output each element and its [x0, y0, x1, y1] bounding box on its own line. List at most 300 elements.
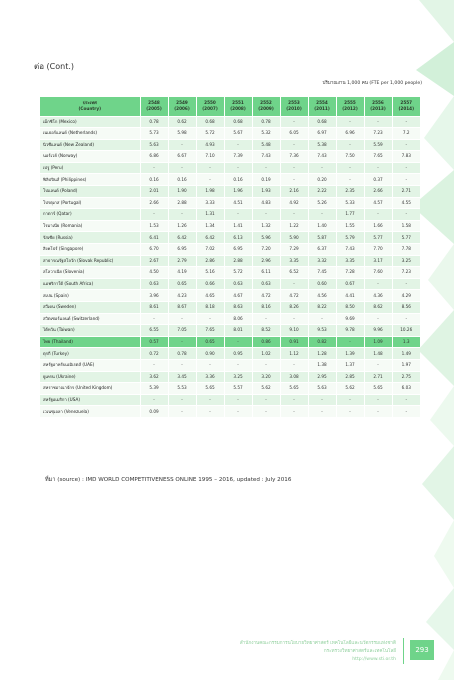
value-cell: 4.93: [196, 139, 224, 151]
value-cell: 5.65: [196, 383, 224, 395]
country-cell: นิวซีแลนด์ (New Zealand): [40, 139, 140, 151]
value-cell: 0.78: [140, 116, 168, 128]
value-cell: 0.91: [280, 336, 308, 348]
value-cell: 7.70: [364, 244, 392, 256]
value-cell: 0.78: [168, 348, 196, 360]
value-cell: 7.2: [392, 128, 420, 140]
value-cell: -: [280, 162, 308, 174]
value-cell: -: [392, 116, 420, 128]
country-cell: เม็กซิโก (Mexico): [40, 116, 140, 128]
value-cell: 5.87: [308, 232, 336, 244]
footer-line: สำนักงานคณะกรรมการนโยบายวิทยาศาสตร์ เทคโนโลยีและนวัตกรรมแห่งชาติ: [239, 641, 396, 646]
value-cell: 0.16: [224, 174, 252, 186]
value-cell: 3.45: [168, 371, 196, 383]
header-line: 2557: [400, 100, 413, 106]
value-cell: 7.43: [336, 244, 364, 256]
value-cell: 0.82: [308, 336, 336, 348]
value-cell: 5.77: [364, 232, 392, 244]
value-cell: -: [168, 313, 196, 325]
value-cell: -: [280, 359, 308, 371]
value-cell: 1.28: [308, 348, 336, 360]
value-cell: -: [280, 174, 308, 186]
value-cell: -: [392, 406, 420, 418]
value-cell: 1.49: [392, 348, 420, 360]
value-cell: 5.63: [308, 383, 336, 395]
value-cell: 5.73: [140, 128, 168, 140]
value-cell: 1.31: [196, 209, 224, 221]
value-cell: -: [364, 278, 392, 290]
country-cell: โปแลนด์ (Poland): [40, 186, 140, 198]
value-cell: 1.53: [140, 220, 168, 232]
value-cell: 4.56: [308, 290, 336, 302]
value-cell: 1.58: [392, 220, 420, 232]
value-cell: 6.96: [336, 128, 364, 140]
value-cell: 0.66: [196, 278, 224, 290]
value-cell: -: [140, 313, 168, 325]
value-cell: 10.26: [392, 325, 420, 337]
value-cell: 4.50: [140, 267, 168, 279]
value-cell: 5.67: [224, 128, 252, 140]
country-cell: สหรัฐอาหรับเอมิเรตส์ (UAE): [40, 359, 140, 371]
value-cell: -: [140, 209, 168, 221]
value-cell: -: [280, 116, 308, 128]
value-cell: 6.97: [308, 128, 336, 140]
country-cell: เปรู (Peru): [40, 162, 140, 174]
value-cell: 5.32: [252, 128, 280, 140]
value-cell: 7.28: [336, 267, 364, 279]
value-cell: 4.92: [280, 197, 308, 209]
table-row: [40, 267, 420, 279]
value-cell: 3.17: [364, 255, 392, 267]
country-cell: สหรัฐอเมริกา (USA): [40, 394, 140, 406]
table-body: [40, 116, 420, 417]
footer-agency: [240, 640, 396, 664]
value-cell: 5.90: [280, 232, 308, 244]
table-row: [40, 151, 420, 163]
value-cell: 4.19: [168, 267, 196, 279]
value-cell: 7.36: [280, 151, 308, 163]
header-line: 2548: [148, 100, 160, 106]
value-cell: -: [252, 406, 280, 418]
value-cell: -: [168, 139, 196, 151]
value-cell: 2.88: [224, 255, 252, 267]
value-cell: 8.06: [224, 313, 252, 325]
header-line: (2008): [230, 106, 246, 112]
value-cell: 6.52: [280, 267, 308, 279]
value-cell: -: [252, 359, 280, 371]
value-cell: 7.10: [196, 151, 224, 163]
value-cell: 1.32: [252, 220, 280, 232]
page-number: 293: [410, 640, 434, 660]
header-year: [140, 97, 168, 116]
value-cell: -: [280, 394, 308, 406]
value-cell: 8.67: [168, 302, 196, 314]
value-cell: 1.97: [392, 359, 420, 371]
value-cell: -: [392, 139, 420, 151]
value-cell: 6.95: [168, 244, 196, 256]
value-cell: 2.75: [392, 371, 420, 383]
value-cell: 0.16: [168, 174, 196, 186]
value-cell: 2.67: [140, 255, 168, 267]
value-cell: 5.48: [252, 139, 280, 151]
value-cell: -: [364, 162, 392, 174]
value-cell: -: [336, 162, 364, 174]
country-cell: สหราชอาณาจักร (United Kingdom): [40, 383, 140, 395]
value-cell: 1.02: [252, 348, 280, 360]
value-cell: 2.88: [168, 197, 196, 209]
value-cell: 6.05: [280, 128, 308, 140]
value-cell: -: [364, 313, 392, 325]
header-line: (2011): [314, 106, 330, 112]
value-cell: 7.20: [252, 244, 280, 256]
value-cell: -: [392, 313, 420, 325]
country-cell: กาตาร์ (Qatar): [40, 209, 140, 221]
value-cell: -: [308, 162, 336, 174]
table-row: [40, 383, 420, 395]
value-cell: 9.78: [336, 325, 364, 337]
country-cell: สาธารณรัฐสโลวัก (Slovak Republic): [40, 255, 140, 267]
value-cell: -: [364, 209, 392, 221]
value-cell: 5.79: [336, 232, 364, 244]
value-cell: 5.62: [336, 383, 364, 395]
table-row: [40, 244, 420, 256]
value-cell: 1.77: [336, 209, 364, 221]
value-cell: 5.62: [252, 383, 280, 395]
value-cell: 0.78: [252, 116, 280, 128]
value-cell: 6.42: [196, 232, 224, 244]
value-cell: 0.72: [140, 348, 168, 360]
value-cell: 3.96: [140, 290, 168, 302]
value-cell: 5.59: [364, 139, 392, 151]
value-cell: 1.55: [336, 220, 364, 232]
value-cell: 9.10: [280, 325, 308, 337]
value-cell: 8.01: [224, 325, 252, 337]
table-row: [40, 359, 420, 371]
value-cell: 0.20: [308, 174, 336, 186]
value-cell: 2.86: [196, 255, 224, 267]
header-line: (2014): [398, 106, 414, 112]
value-cell: 6.95: [224, 244, 252, 256]
table-row: [40, 302, 420, 314]
value-cell: 5.77: [392, 232, 420, 244]
value-cell: -: [224, 336, 252, 348]
value-cell: -: [308, 313, 336, 325]
header-year: [280, 97, 308, 116]
value-cell: 7.02: [196, 244, 224, 256]
value-cell: 3.62: [140, 371, 168, 383]
value-cell: 3.25: [392, 255, 420, 267]
table-row: [40, 209, 420, 221]
value-cell: 1.40: [308, 220, 336, 232]
value-cell: -: [140, 359, 168, 371]
country-cell: ไต้หวัน (Taiwan): [40, 325, 140, 337]
value-cell: -: [224, 406, 252, 418]
value-cell: 8.52: [252, 325, 280, 337]
value-cell: 5.38: [308, 139, 336, 151]
value-cell: -: [364, 359, 392, 371]
value-cell: -: [336, 336, 364, 348]
table-row: [40, 290, 420, 302]
value-cell: 4.51: [224, 197, 252, 209]
value-cell: 1.48: [364, 348, 392, 360]
value-cell: 1.90: [168, 186, 196, 198]
table-row: [40, 116, 420, 128]
value-cell: -: [392, 394, 420, 406]
value-cell: 0.68: [308, 116, 336, 128]
value-cell: 6.42: [168, 232, 196, 244]
value-cell: 5.16: [196, 267, 224, 279]
researchers-table: [40, 97, 420, 417]
header-line: 2554: [316, 100, 328, 106]
footer-url: http://www.sti.or.th: [352, 657, 396, 662]
value-cell: -: [280, 139, 308, 151]
value-cell: 3.08: [280, 371, 308, 383]
value-cell: 0.62: [168, 116, 196, 128]
country-cell: สวิตเซอร์แลนด์ (Switzerland): [40, 313, 140, 325]
header-line: 2555: [344, 100, 356, 106]
value-cell: 7.65: [196, 325, 224, 337]
country-cell: รัสเซีย (Russia): [40, 232, 140, 244]
value-cell: 5.53: [168, 383, 196, 395]
value-cell: 2.66: [364, 186, 392, 198]
value-cell: 9.53: [308, 325, 336, 337]
value-cell: 1.41: [224, 220, 252, 232]
value-cell: -: [196, 313, 224, 325]
value-cell: 8.16: [252, 302, 280, 314]
value-cell: 1.3: [392, 336, 420, 348]
value-cell: 6.41: [140, 232, 168, 244]
value-cell: 0.65: [168, 278, 196, 290]
header-year: [392, 97, 420, 116]
unit-note: ปริมาณงาน 1,000 คน (FTE per 1,000 people): [322, 81, 422, 86]
value-cell: -: [224, 209, 252, 221]
value-cell: 1.37: [336, 359, 364, 371]
value-cell: -: [280, 406, 308, 418]
value-cell: 2.79: [168, 255, 196, 267]
country-cell: เวเนซุเอลา (Venezuela): [40, 406, 140, 418]
value-cell: 4.65: [196, 290, 224, 302]
value-cell: -: [196, 174, 224, 186]
value-cell: 0.67: [336, 278, 364, 290]
header-year: [196, 97, 224, 116]
table-row: [40, 325, 420, 337]
country-cell: ตุรกี (Turkey): [40, 348, 140, 360]
value-cell: 3.33: [196, 197, 224, 209]
value-cell: -: [336, 116, 364, 128]
value-cell: 3.35: [336, 255, 364, 267]
table-row: [40, 220, 420, 232]
source-note: ที่มา (source) : IMD WORLD COMPETITIVENESS ONLINE 1995 – 2016, updated : July 2016: [45, 477, 292, 483]
header-line: 2556: [372, 100, 384, 106]
header-line: (2010): [286, 106, 302, 112]
value-cell: -: [364, 394, 392, 406]
value-cell: -: [168, 336, 196, 348]
table-row: [40, 197, 420, 209]
header-line: (2005): [146, 106, 162, 112]
value-cell: -: [168, 162, 196, 174]
value-cell: 7.60: [364, 267, 392, 279]
value-cell: 2.16: [280, 186, 308, 198]
value-cell: 5.98: [168, 128, 196, 140]
value-cell: 0.68: [224, 116, 252, 128]
value-cell: -: [336, 139, 364, 151]
header-year: [308, 97, 336, 116]
value-cell: 5.65: [280, 383, 308, 395]
country-cell: ยูเครน (Ukraine): [40, 371, 140, 383]
value-cell: 0.95: [224, 348, 252, 360]
value-cell: 6.67: [168, 151, 196, 163]
value-cell: 0.65: [196, 336, 224, 348]
header-line: 2549: [176, 100, 188, 106]
table-row: [40, 406, 420, 418]
table-header-row: [40, 97, 420, 116]
value-cell: -: [168, 406, 196, 418]
value-cell: -: [336, 174, 364, 186]
value-cell: 4.72: [280, 290, 308, 302]
value-cell: 5.33: [336, 197, 364, 209]
value-cell: 1.38: [308, 359, 336, 371]
value-cell: -: [140, 394, 168, 406]
value-cell: -: [224, 359, 252, 371]
header-line: (2006): [174, 106, 190, 112]
value-cell: 2.35: [336, 186, 364, 198]
value-cell: -: [252, 209, 280, 221]
header-line: 2551: [232, 100, 244, 106]
value-cell: -: [196, 359, 224, 371]
header-line: (2012): [342, 106, 358, 112]
value-cell: -: [224, 162, 252, 174]
value-cell: 0.90: [196, 348, 224, 360]
header-year: [168, 97, 196, 116]
value-cell: 8.61: [140, 302, 168, 314]
value-cell: 8.56: [392, 302, 420, 314]
country-cell: สวีเดน (Sweden): [40, 302, 140, 314]
value-cell: 4.57: [364, 197, 392, 209]
value-cell: 5.26: [308, 197, 336, 209]
value-cell: 8.50: [336, 302, 364, 314]
value-cell: 4.29: [392, 290, 420, 302]
table-row: [40, 128, 420, 140]
value-cell: 5.65: [364, 383, 392, 395]
value-cell: 8.26: [280, 302, 308, 314]
value-cell: -: [280, 278, 308, 290]
value-cell: -: [336, 394, 364, 406]
value-cell: 2.71: [364, 371, 392, 383]
value-cell: 8.18: [196, 302, 224, 314]
value-cell: 0.68: [196, 116, 224, 128]
value-cell: -: [364, 406, 392, 418]
value-cell: 0.16: [140, 174, 168, 186]
value-cell: 0.19: [252, 174, 280, 186]
value-cell: 7.50: [336, 151, 364, 163]
value-cell: 8.62: [364, 302, 392, 314]
value-cell: 0.37: [364, 174, 392, 186]
header-year: [224, 97, 252, 116]
table-row: [40, 174, 420, 186]
value-cell: 5.96: [252, 232, 280, 244]
table-row: [40, 255, 420, 267]
value-cell: -: [168, 394, 196, 406]
value-cell: -: [224, 394, 252, 406]
value-cell: 1.34: [196, 220, 224, 232]
table-heading: ต่อ (Cont.): [34, 62, 75, 71]
table-row: [40, 394, 420, 406]
value-cell: 7.65: [364, 151, 392, 163]
country-cell: สโลวาเนีย (Slovenia): [40, 267, 140, 279]
value-cell: 0.63: [140, 278, 168, 290]
header-year: [252, 97, 280, 116]
value-cell: -: [196, 394, 224, 406]
country-cell: ฟิลิปปินส์ (Philippines): [40, 174, 140, 186]
table-row: [40, 336, 420, 348]
header-line: (Country): [78, 106, 102, 112]
value-cell: 0.63: [252, 278, 280, 290]
value-cell: -: [224, 139, 252, 151]
value-cell: 2.66: [140, 197, 168, 209]
value-cell: 7.39: [224, 151, 252, 163]
value-cell: -: [308, 209, 336, 221]
value-cell: 6.55: [140, 325, 168, 337]
header-line: (2009): [258, 106, 274, 112]
value-cell: 0.86: [252, 336, 280, 348]
header-line: (2013): [370, 106, 386, 112]
value-cell: -: [392, 209, 420, 221]
value-cell: 8.22: [308, 302, 336, 314]
value-cell: -: [392, 162, 420, 174]
value-cell: -: [280, 209, 308, 221]
value-cell: 4.36: [364, 290, 392, 302]
value-cell: 0.60: [308, 278, 336, 290]
value-cell: 6.11: [252, 267, 280, 279]
value-cell: -: [392, 278, 420, 290]
value-cell: 1.93: [252, 186, 280, 198]
country-cell: เนเธอร์แลนด์ (Netherlands): [40, 128, 140, 140]
value-cell: 7.23: [392, 267, 420, 279]
value-cell: 7.29: [280, 244, 308, 256]
value-cell: 7.05: [168, 325, 196, 337]
value-cell: 3.25: [224, 371, 252, 383]
country-cell: นอร์เวย์ (Norway): [40, 151, 140, 163]
value-cell: 9.69: [336, 313, 364, 325]
value-cell: 2.85: [336, 371, 364, 383]
header-line: 2550: [204, 100, 216, 106]
value-cell: 9.96: [364, 325, 392, 337]
footer-line: กระทรวงวิทยาศาสตร์และเทคโนโลยี: [323, 649, 396, 654]
value-cell: -: [196, 406, 224, 418]
country-cell: โปรตุเกส (Portugal): [40, 197, 140, 209]
value-cell: -: [280, 313, 308, 325]
value-cell: 5.39: [140, 383, 168, 395]
value-cell: 7.43: [252, 151, 280, 163]
value-cell: -: [252, 313, 280, 325]
value-cell: 4.67: [224, 290, 252, 302]
value-cell: -: [252, 162, 280, 174]
header-line: ประเทศ: [82, 100, 97, 106]
value-cell: 0.09: [140, 406, 168, 418]
value-cell: -: [392, 174, 420, 186]
value-cell: 4.72: [252, 290, 280, 302]
value-cell: -: [308, 394, 336, 406]
value-cell: 0.57: [140, 336, 168, 348]
value-cell: 1.66: [364, 220, 392, 232]
value-cell: 6.37: [308, 244, 336, 256]
value-cell: -: [196, 162, 224, 174]
value-cell: 3.36: [196, 371, 224, 383]
value-cell: 7.83: [392, 151, 420, 163]
value-cell: 1.98: [196, 186, 224, 198]
value-cell: 3.35: [280, 255, 308, 267]
value-cell: 1.39: [336, 348, 364, 360]
